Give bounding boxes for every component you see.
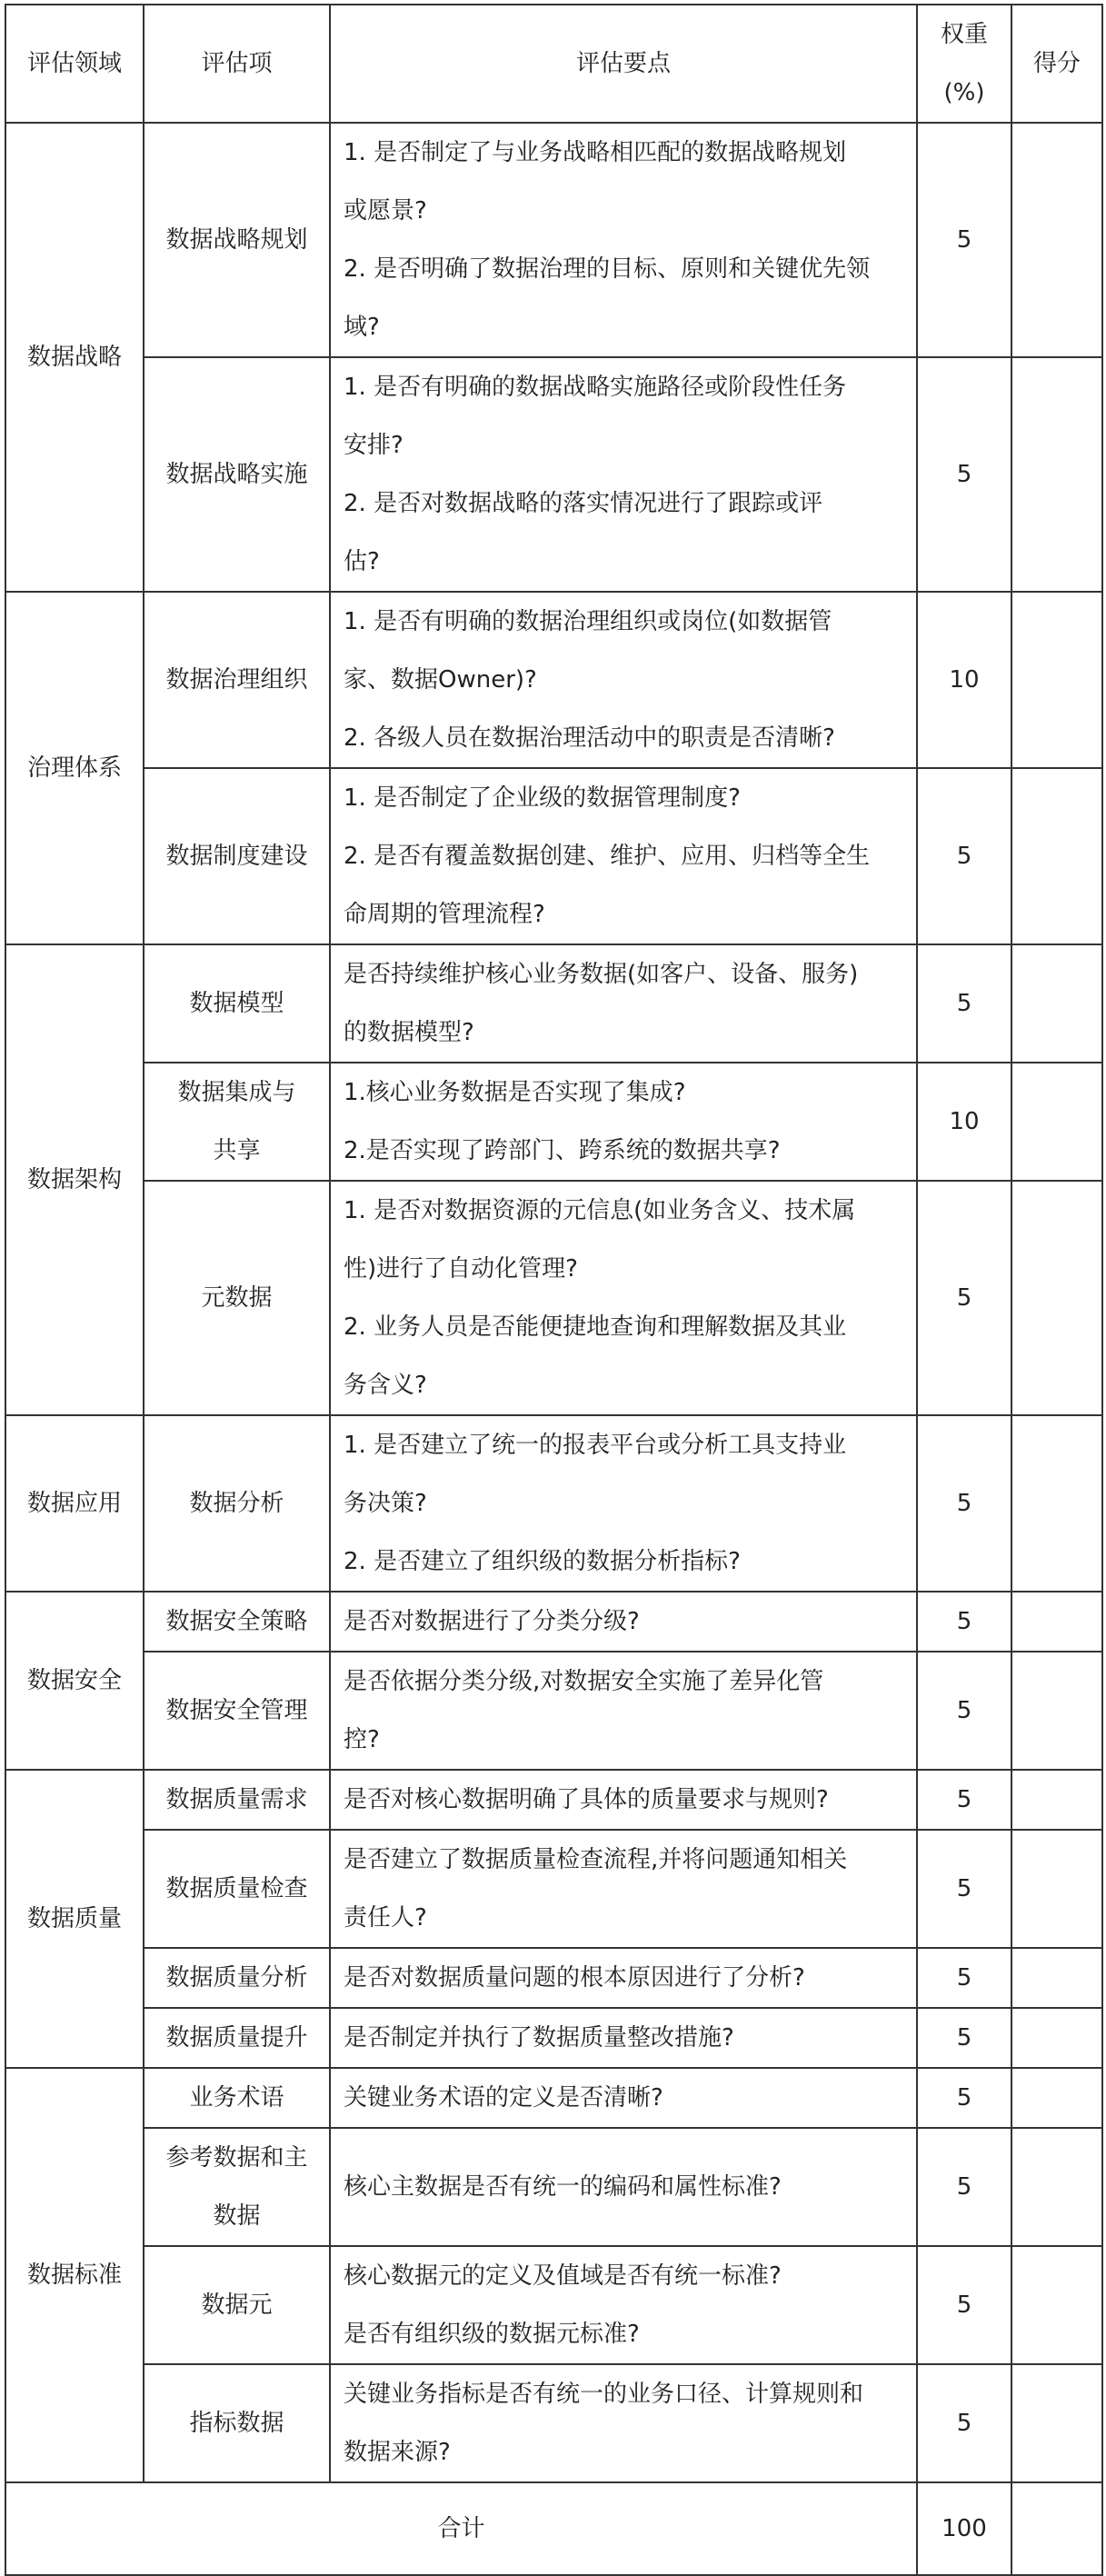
score-cell[interactable] xyxy=(1011,768,1102,944)
weight-cell: 5 xyxy=(917,2364,1011,2482)
domain-cell: 数据质量 xyxy=(5,1770,144,2068)
item-cell: 数据治理组织 xyxy=(144,592,330,768)
weight-cell: 5 xyxy=(917,2068,1011,2128)
points-cell: 1. 是否对数据资源的元信息(如业务含义、技术属 性)进行了自动化管理? 2. 业务人员是否能便捷地查询和理解数据及其业 务含义? xyxy=(330,1181,917,1415)
points-cell: 是否依据分类分级,对数据安全实施了差异化管 控? xyxy=(330,1652,917,1770)
score-cell[interactable] xyxy=(1011,1948,1102,2008)
table-row xyxy=(5,1830,1102,1948)
table-row xyxy=(5,1592,1102,1652)
domain-cell: 数据战略 xyxy=(5,123,144,592)
score-cell[interactable] xyxy=(1011,2068,1102,2128)
item-cell: 数据质量分析 xyxy=(144,1948,330,2008)
table-row xyxy=(5,2128,1102,2246)
header-domain: 评估领域 xyxy=(5,5,144,123)
score-cell[interactable] xyxy=(1011,357,1102,592)
weight-cell: 10 xyxy=(917,592,1011,768)
points-cell: 是否制定并执行了数据质量整改措施? xyxy=(330,2008,917,2068)
weight-cell: 5 xyxy=(917,1652,1011,1770)
score-cell[interactable] xyxy=(1011,1652,1102,1770)
domain-cell: 数据安全 xyxy=(5,1592,144,1770)
points-cell: 关键业务指标是否有统一的业务口径、计算规则和 数据来源? xyxy=(330,2364,917,2482)
score-cell[interactable] xyxy=(1011,2128,1102,2246)
points-cell: 是否对数据进行了分类分级? xyxy=(330,1592,917,1652)
table-row xyxy=(5,2246,1102,2364)
weight-cell: 5 xyxy=(917,1415,1011,1592)
points-cell: 关键业务术语的定义是否清晰? xyxy=(330,2068,917,2128)
evaluation-table xyxy=(5,4,1103,2576)
points-cell: 1. 是否建立了统一的报表平台或分析工具支持业 务决策? 2. 是否建立了组织级的数据分析指标? xyxy=(330,1415,917,1592)
domain-cell: 治理体系 xyxy=(5,592,144,944)
total-score-cell[interactable] xyxy=(1011,2482,1102,2575)
weight-cell: 5 xyxy=(917,944,1011,1063)
table-row xyxy=(5,1063,1102,1181)
item-cell: 数据战略规划 xyxy=(144,123,330,357)
table-row xyxy=(5,357,1102,592)
score-cell[interactable] xyxy=(1011,2364,1102,2482)
score-cell[interactable] xyxy=(1011,2246,1102,2364)
item-cell: 数据质量需求 xyxy=(144,1770,330,1830)
weight-cell: 10 xyxy=(917,1063,1011,1181)
points-cell: 1. 是否制定了与业务战略相匹配的数据战略规划 或愿景? 2. 是否明确了数据治理的目标、原则和关键优先领 域? xyxy=(330,123,917,357)
item-cell: 数据安全策略 xyxy=(144,1592,330,1652)
item-cell: 数据分析 xyxy=(144,1415,330,1592)
header-points: 评估要点 xyxy=(330,5,917,123)
weight-cell: 5 xyxy=(917,2128,1011,2246)
item-cell: 数据质量检查 xyxy=(144,1830,330,1948)
item-cell: 数据制度建设 xyxy=(144,768,330,944)
item-cell: 数据战略实施 xyxy=(144,357,330,592)
item-cell: 参考数据和主 数据 xyxy=(144,2128,330,2246)
weight-cell: 5 xyxy=(917,1830,1011,1948)
points-cell: 核心主数据是否有统一的编码和属性标准? xyxy=(330,2128,917,2246)
domain-cell: 数据标准 xyxy=(5,2068,144,2482)
table-row xyxy=(5,944,1102,1063)
item-cell: 元数据 xyxy=(144,1181,330,1415)
points-cell: 是否对核心数据明确了具体的质量要求与规则? xyxy=(330,1770,917,1830)
score-cell[interactable] xyxy=(1011,1063,1102,1181)
points-cell: 1. 是否有明确的数据治理组织或岗位(如数据管 家、数据Owner)? 2. 各级人员在数据治理活动中的职责是否清晰? xyxy=(330,592,917,768)
score-cell[interactable] xyxy=(1011,1830,1102,1948)
header-row xyxy=(5,5,1102,123)
score-cell[interactable] xyxy=(1011,1415,1102,1592)
points-cell: 1. 是否有明确的数据战略实施路径或阶段性任务 安排? 2. 是否对数据战略的落实情况进行了跟踪或评 估? xyxy=(330,357,917,592)
table-row xyxy=(5,1415,1102,1592)
table-row xyxy=(5,1652,1102,1770)
score-cell[interactable] xyxy=(1011,944,1102,1063)
item-cell: 数据质量提升 xyxy=(144,2008,330,2068)
domain-cell: 数据架构 xyxy=(5,944,144,1415)
weight-cell: 5 xyxy=(917,768,1011,944)
table-row xyxy=(5,1948,1102,2008)
domain-cell: 数据应用 xyxy=(5,1415,144,1592)
total-row xyxy=(5,2482,1102,2575)
item-cell: 数据安全管理 xyxy=(144,1652,330,1770)
score-cell[interactable] xyxy=(1011,1592,1102,1652)
header-score: 得分 xyxy=(1011,5,1102,123)
score-cell[interactable] xyxy=(1011,2008,1102,2068)
score-cell[interactable] xyxy=(1011,1770,1102,1830)
table-row xyxy=(5,592,1102,768)
header-weight: 权重 (%) xyxy=(917,5,1011,123)
table-row xyxy=(5,1181,1102,1415)
points-cell: 1.核心业务数据是否实现了集成? 2.是否实现了跨部门、跨系统的数据共享? xyxy=(330,1063,917,1181)
weight-cell: 5 xyxy=(917,1770,1011,1830)
table-row xyxy=(5,2364,1102,2482)
table-row xyxy=(5,123,1102,357)
total-weight: 100 xyxy=(917,2482,1011,2575)
score-cell[interactable] xyxy=(1011,592,1102,768)
points-cell: 是否持续维护核心业务数据(如客户、设备、服务) 的数据模型? xyxy=(330,944,917,1063)
weight-cell: 5 xyxy=(917,2008,1011,2068)
table-row xyxy=(5,2068,1102,2128)
score-cell[interactable] xyxy=(1011,1181,1102,1415)
item-cell: 业务术语 xyxy=(144,2068,330,2128)
score-cell[interactable] xyxy=(1011,123,1102,357)
table-row xyxy=(5,768,1102,944)
points-cell: 是否对数据质量问题的根本原因进行了分析? xyxy=(330,1948,917,2008)
points-cell: 1. 是否制定了企业级的数据管理制度? 2. 是否有覆盖数据创建、维护、应用、归档等全生 命周期的管理流程? xyxy=(330,768,917,944)
weight-cell: 5 xyxy=(917,1948,1011,2008)
total-label: 合计 xyxy=(5,2482,917,2575)
weight-cell: 5 xyxy=(917,357,1011,592)
points-cell: 核心数据元的定义及值域是否有统一标准? 是否有组织级的数据元标准? xyxy=(330,2246,917,2364)
item-cell: 指标数据 xyxy=(144,2364,330,2482)
weight-cell: 5 xyxy=(917,1592,1011,1652)
weight-cell: 5 xyxy=(917,123,1011,357)
points-cell: 是否建立了数据质量检查流程,并将问题通知相关 责任人? xyxy=(330,1830,917,1948)
table-row xyxy=(5,1770,1102,1830)
item-cell: 数据集成与 共享 xyxy=(144,1063,330,1181)
weight-cell: 5 xyxy=(917,2246,1011,2364)
weight-cell: 5 xyxy=(917,1181,1011,1415)
item-cell: 数据元 xyxy=(144,2246,330,2364)
item-cell: 数据模型 xyxy=(144,944,330,1063)
table-row xyxy=(5,2008,1102,2068)
header-item: 评估项 xyxy=(144,5,330,123)
